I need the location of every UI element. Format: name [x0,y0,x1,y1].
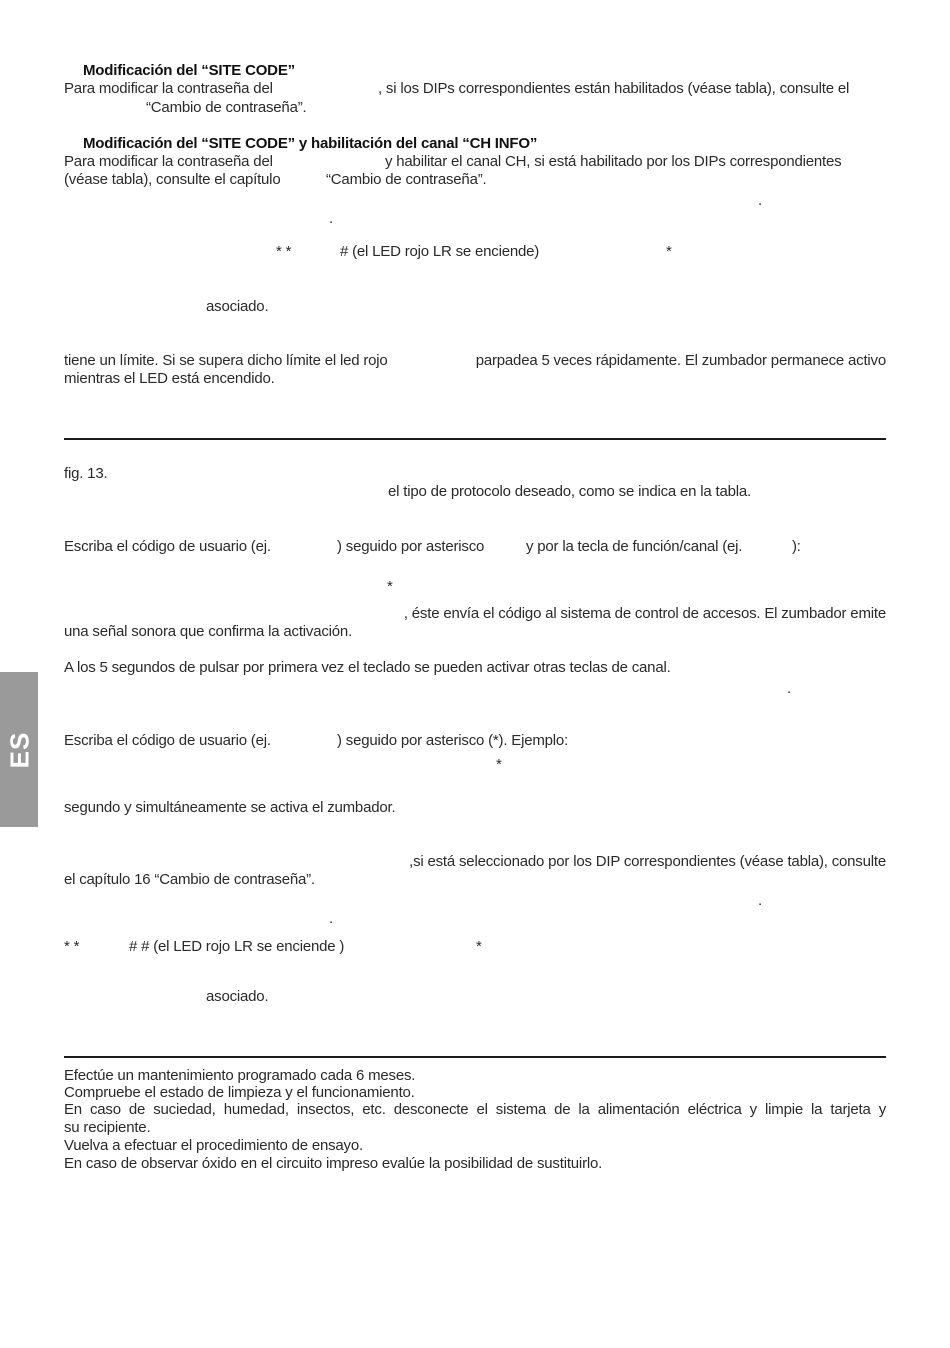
protocol-dot-a: . [758,892,762,909]
user-code2-text-b: ) seguido por asterisco (*). Ejemplo: [337,732,569,749]
ch-star-right: * [666,243,672,260]
maintenance-line-4: su recipiente. [64,1119,151,1136]
maintenance-line-2: Compruebe el estado de limpieza y el funcionamiento. [64,1084,415,1101]
protocol-dot: . [787,680,791,697]
buzzer-text: segundo y simultáneamente se activa el zumbador. [64,799,396,816]
example-star-2: * [496,756,502,773]
heading-site-code: Modificación del “SITE CODE” [83,62,295,79]
protocol-dot-b: . [329,910,333,927]
ch-text-line2-right: “Cambio de contraseña”. [326,171,487,188]
language-tab [0,672,38,827]
protocol-star-right: * [476,938,482,955]
send-text-right: , éste envía el código al sistema de control de accesos. El zumbador emite [403,605,886,622]
protocol-associated: asociado. [206,988,269,1005]
limit-text-line2: mientras el LED está encendido. [64,370,275,387]
send-text-line2: una señal sonora que confirma la activación. [64,623,353,640]
example-star: * [387,578,393,595]
site-code-text-right: , si los DIPs correspondientes están habilitados (véase tabla), consulte el [378,80,850,97]
five-seconds-text: A los 5 segundos de pulsar por primera vez el teclado se pueden activar otras teclas de canal. [64,659,671,676]
user-code-text-a: Escriba el código de usuario (ej. [64,538,271,555]
maintenance-line-6: En caso de observar óxido en el circuito impreso evalúe la posibilidad de sustituirlo. [64,1155,603,1172]
dip-text-line2: el capítulo 16 “Cambio de contraseña”. [64,871,315,888]
protocol-stars: * * [64,938,80,955]
maintenance-line-3: En caso de suciedad, humedad, insectos, etc. desconecte el sistema de la alimentación eléctrica y limpie la tarjeta y [64,1101,886,1118]
maintenance-line-1: Efectúe un mantenimiento programado cada 6 meses. [64,1067,416,1084]
language-tab-label: ES [4,731,34,768]
user-code-text-d: ): [792,538,801,555]
heading-site-code-ch-info: Modificación del “SITE CODE” y habilitación del canal “CH INFO” [83,135,538,152]
protocol-text: el tipo de protocolo deseado, como se indica en la tabla. [388,483,752,500]
ch-dot-a: . [758,192,762,209]
ch-dot-b: . [329,210,333,227]
ch-stars: * * [276,243,292,260]
fig-reference: fig. 13. [64,465,108,482]
section-divider-1 [64,438,886,440]
dip-text-right: ,si está seleccionado por los DIP correspondientes (véase tabla), consulte [409,853,886,870]
section-divider-2 [64,1056,886,1058]
maintenance-line-5: Vuelva a efectuar el procedimiento de ensayo. [64,1137,363,1154]
ch-associated: asociado. [206,298,269,315]
user-code-text-b: ) seguido por asterisco [337,538,485,555]
site-code-text-line2: “Cambio de contraseña”. [146,99,307,116]
ch-text-left: Para modificar la contraseña del [64,153,273,170]
limit-text-right: parpadea 5 veces rápidamente. El zumbador permanece activo [475,352,886,369]
user-code-text-c: y por la tecla de función/canal (ej. [526,538,743,555]
protocol-led-text: # # (el LED rojo LR se enciende ) [129,938,345,955]
ch-led-text: # (el LED rojo LR se enciende) [340,243,540,260]
site-code-text-left: Para modificar la contraseña del [64,80,273,97]
ch-text-line2-left: (véase tabla), consulte el capítulo [64,171,281,188]
limit-text-left: tiene un límite. Si se supera dicho límite el led rojo [64,352,388,369]
ch-text-right: y habilitar el canal CH, si está habilitado por los DIPs correspondientes [385,153,842,170]
user-code2-text-a: Escriba el código de usuario (ej. [64,732,271,749]
